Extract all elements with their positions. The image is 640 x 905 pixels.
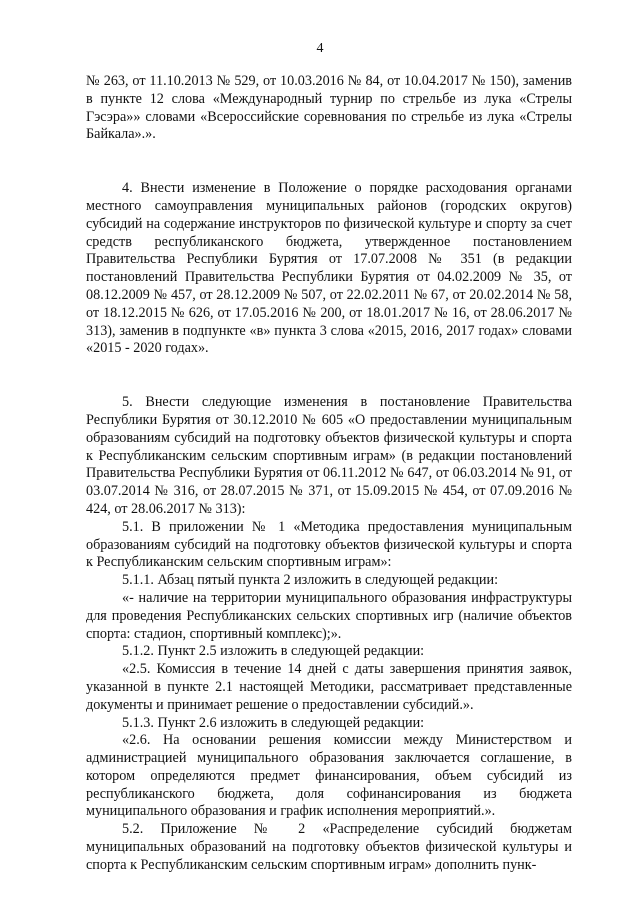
paragraph-item-5-1: 5.1. В приложении № 1 «Методика предоставления муниципальным образованиям субсидий на подготовку объектов физической культуры и спорта к Республиканским сельским спортивным играм»: — [86, 518, 572, 571]
document-body — [86, 73, 572, 875]
paragraph-quote-5-1-1: «- наличие на территории муниципального образования инфраструктуры для проведения Республиканских сельских спортивных игр (наличие объектов спорта: стадион, спортивный комплекс);». — [86, 589, 572, 642]
paragraph-gap — [86, 358, 572, 394]
page-number: 4 — [316, 41, 324, 56]
paragraph-continuation: № 263, от 11.10.2013 № 529, от 10.03.2016 № 84, от 10.04.2017 № 150), заменив в пункте 12 слова «Международный турнир по стрельбе из лука «Стрелы Гэсэра»» словами «Всероссийские соревнования по стрельбе из лука «Стрелы Байкала».». — [86, 73, 572, 143]
paragraph-item-5-1-3: 5.1.3. Пункт 2.6 изложить в следующей редакции: — [122, 714, 425, 731]
paragraph-item-4: 4. Внести изменение в Положение о порядке расходования органами местного самоуправления муниципальных районов (городских округов) субсидий на содержание инструкторов по физической культуре и спорту за счет средств республиканского бюджета, утвержденное постановлением Правительства Республики Бурятия от 17.07.2008 № 351 (в редакции постановлений Правительства Республики Бурятия от 04.02.2009 № 35, от 08.12.2009 № 457, от 28.12.2009 № 507, от 22.02.2011 № 67, от 20.02.2014 № 58, от 18.12.2015 № 626, от 17.05.2016 № 200, от 18.01.2017 № 16, от 28.06.2017 № 313), заменив в подпункте «в» пункта 3 слова «2015, 2016, 2017 годах» словами «2015 - 2020 годах». — [86, 180, 572, 357]
paragraph-item-5-2: 5.2. Приложение № 2 «Распределение субсидий бюджетам муниципальных образований на подготовку объектов физической культуры и спорта к Республиканским сельским спортивным играм» дополнить пунк- — [86, 821, 572, 873]
paragraph-gap — [86, 144, 572, 180]
paragraph-item-5: 5. Внести следующие изменения в постановление Правительства Республики Бурятия от 30.12.2010 № 605 «О предоставлении муниципальным образованиям субсидий на подготовку объектов физической культуры и спорта к Республиканским сельским спортивным играм» (в редакции постановлений Правительства Республики Бурятия от 06.11.2012 № 647, от 06.03.2014 № 91, от 03.07.2014 № 316, от 28.07.2015 № 371, от 15.09.2015 № 454, от 07.09.2016 № 424, от 28.06.2017 № 313): — [86, 394, 572, 517]
paragraph-item-5-1-2: 5.1.2. Пункт 2.5 изложить в следующей редакции: — [122, 643, 425, 660]
paragraph-quote-2-5: «2.5. Комиссия в течение 14 дней с даты завершения принятия заявок, указанной в пункте 2.1 настоящей Методики, рассматривает представленные документы и принимает решение о предоставлении субсидий.». — [86, 661, 572, 713]
paragraph-item-5-1-1: 5.1.1. Абзац пятый пункта 2 изложить в следующей редакции: — [122, 572, 499, 589]
paragraph-quote-2-6: «2.6. На основании решения комиссии между Министерством и администрацией муниципального образования заключается соглашение, в котором определяются предмет финансирования, объем субсидий из республиканского бюджета, доля софинансирования из бюджета муниципального образования и график исполнения мероприятий.». — [86, 732, 572, 820]
